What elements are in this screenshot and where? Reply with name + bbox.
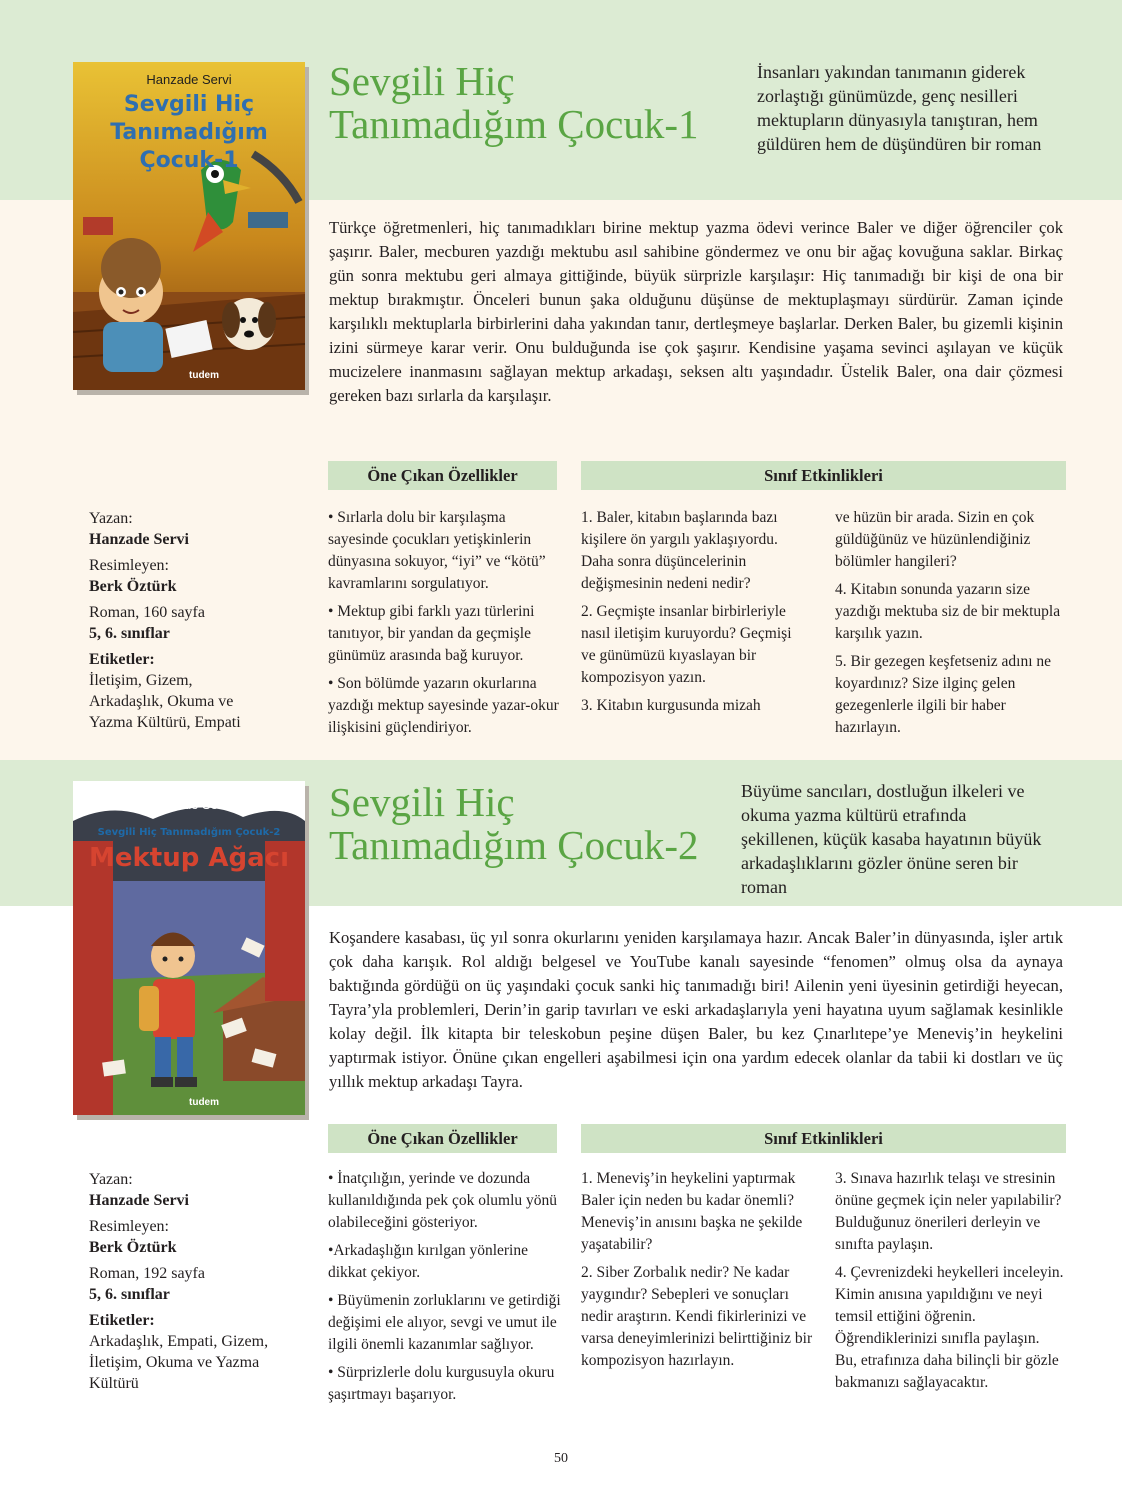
activity-item: 5. Bir gezegen keşfetseniz adını ne koyardınız? Size ilginç gelen gezegenlerle ilgili bir haber hazırlayın. [835, 653, 1052, 736]
activity-item: 3. Kitabın kurgusunda mizah [581, 697, 761, 714]
illustrator-label: Resimleyen: [89, 1218, 169, 1235]
book1-cover-author: Hanzade Servi [146, 72, 232, 87]
book1-title [329, 60, 729, 146]
feature-item: • Sürprizlerle dolu kurgusuyla okuru şaşırtmayı başarıyor. [328, 1364, 555, 1403]
book1-activities-col1 [581, 507, 809, 723]
book1-activities-col2 [835, 507, 1065, 745]
author-name: Hanzade Servi [89, 531, 189, 548]
tags-list: Arkadaşlık, Empati, Gizem, İletişim, Okuma ve Yazma Kültürü [89, 1333, 269, 1392]
book2-cover-title: Mektup Ağacı [88, 843, 289, 873]
tags-label: Etiketler: [89, 651, 155, 668]
book1-cover-title-2: Tanımadığım [110, 120, 268, 145]
grade-level: 5, 6. sınıflar [89, 1286, 170, 1303]
book2-title-line1: Sevgili Hiç [329, 779, 515, 825]
feature-item: • Son bölümde yazarın okurlarına yazdığı mektup sayesinde yazar-okur ilişkisini güçlendiriyor. [328, 675, 559, 736]
book1-summary: Türkçe öğretmenleri, hiç tanımadıkları birine mektup yazma ödevi verince Baler ve diğer öğrenciler çok şaşırır. Baler, mecburen yazdığı mektubu asıl sahibine göndermez ve onu bir ağaç kovuğuna saklar. Birkaç gün sonra mektubu geri almaya gittiğinde, büyük sürprizle karşılaşır: Hiç tanımadığı bir kişi de ona bir mektup bırakmıştır. Önceleri bunun şaka olduğunu düşünse de mektuplaşmayı sürdürür. Zaman içinde karşılıklı mektuplarla birbirlerini daha yakından tanır, dertleşmeye başlarlar. Derken Baler, bu gizemli kişinin izini sürmeye karar verir. Onu bulduğunda ise çok şaşırır. Kendisine yaşama sevinci aşılayan ve küçük mucizelere inanmasını sağlayan mektup arkadaşı, seksen altı yaşındadır. Üstelik Baler, ona dair çözmesi gereken bazı sırlarla da karşılaşır. [329, 218, 1063, 405]
feature-item: • İnatçılığın, yerinde ve dozunda kullanıldığında pek çok olumlu yönü olabileceğini gösteriyor. [328, 1170, 558, 1231]
book1-cover-title-3: Çocuk-1 [139, 148, 239, 173]
book2-cover-author: Hanzade Servi [146, 797, 232, 812]
book2-cover-subtitle: Sevgili Hiç Tanımadığım Çocuk-2 [97, 827, 281, 838]
book1-cover [73, 62, 305, 390]
activity-item: 2. Siber Zorbalık nedir? Ne kadar yaygındır? Sebepleri ve sonuçları nedir araştırın. Kendi fikirlerinizi ve varsa deneyimlerinizi belirttiğiniz bir kompozisyon hazırlayın. [581, 1264, 813, 1369]
book1-tagline: İnsanları yakından tanımanın giderek zorlaştığı günümüzde, genç nesilleri mektupların dünyasıyla tanıştıran, hem güldüren hem de düşündüren bir roman [757, 62, 1042, 154]
feature-item: • Büyümenin zorluklarını ve getirdiği değişimi ele alıyor, sevgi ve umut ile ilgili önemli kazanımlar sağlıyor. [328, 1292, 561, 1353]
book2-title-line2: Tanımadığım Çocuk-2 [329, 822, 699, 868]
book1-features-header: Öne Çıkan Özellikler [328, 461, 557, 490]
book2-meta [89, 1169, 289, 1394]
book2-features-header: Öne Çıkan Özellikler [328, 1124, 557, 1153]
feature-item: • Mektup gibi farklı yazı türlerini tanıtıyor, bir yandan da geçmişle günümüz arasında bağ kuruyor. [328, 603, 535, 664]
activity-item: ve hüzün bir arada. Sizin en çok güldüğünüz ve hüzünlendiğiniz bölümler hangileri? [835, 509, 1035, 570]
book1-meta [89, 508, 289, 733]
book1-activities-header: Sınıf Etkinlikleri [581, 461, 1066, 490]
book-format: Roman, 192 sayfa [89, 1265, 205, 1282]
illustrator-name: Berk Öztürk [89, 578, 177, 595]
book-format: Roman, 160 sayfa [89, 604, 205, 621]
page-number: 50 [554, 1451, 568, 1466]
book1-title-line1: Sevgili Hiç [329, 58, 515, 104]
book2-activities-header: Sınıf Etkinlikleri [581, 1124, 1066, 1153]
book2-title [329, 781, 729, 867]
book1-cover-publisher: tudem [189, 370, 219, 381]
book2-tagline: Büyüme sancıları, dostluğun ilkeleri ve okuma yazma kültürü etrafında şekillenen, küçük kasaba hayatının büyük arkadaşlıklarını gözler önüne seren bir roman [741, 781, 1042, 897]
book2-features-list [328, 1168, 566, 1412]
activity-item: 4. Kitabın sonunda yazarın size yazdığı mektuba siz de bir mektupla karşılık yazın. [835, 581, 1061, 642]
grade-level: 5, 6. sınıflar [89, 625, 170, 642]
activity-item: 1. Meneviş’in heykelini yaptırmak Baler için neden bu kadar önemli? Meneviş’in anısını başka ne şekilde yaşatabilir? [581, 1170, 803, 1253]
book1-title-line2: Tanımadığım Çocuk-1 [329, 101, 699, 147]
illustrator-label: Resimleyen: [89, 557, 169, 574]
activity-item: 4. Çevrenizdeki heykelleri inceleyin. Kimin anısına yapıldığını ve neyi temsil ettiğini öğrenin. Öğrendiklerinizi sınıfla paylaşın. Bu, etrafınıza daha bilinçli bir gözle bakmanızı sağlayacaktır. [835, 1264, 1064, 1391]
book2-summary: Koşandere kasabası, üç yıl sonra okurlarını yeniden karşılamaya hazır. Ancak Baler’in dünyasında, işler artık çok daha karışık. Rol aldığı belgesel ve YouTube kanalı sayesinde “fenomen” olmuş olsa da aynaya baktığında gördüğü on üç yaşındaki çocuk sanki hiç tanımadığı biri! Ailenin yeni üyesinin getirdiği heyecan, Tayra’yla problemleri, Derin’in garip tavırları ve eski arkadaşlarıyla yeni hayatına uyum sağlamak kesinlikle kolay değil. İlk kitapta bir teleskobun peşine düşen Baler, bu kez Çınarlıtepe’ye Meneviş’in heykelini yaptırmak istiyor. Önüne çıkan engelleri aşabilmesi için ona yardım edecek olanlar da tabii ki dostları ve üç yıllık mektup arkadaşı Tayra. [329, 928, 1063, 1091]
book2-cover-publisher: tudem [189, 1097, 219, 1108]
book2-activities-col1 [581, 1168, 813, 1378]
tags-list: İletişim, Gizem, Arkadaşlık, Okuma ve Yazma Kültürü, Empati [89, 672, 241, 731]
illustrator-name: Berk Öztürk [89, 1239, 177, 1256]
author-label: Yazan: [89, 510, 133, 527]
activity-item: 1. Baler, kitabın başlarında bazı kişilere ön yargılı yaklaşıyordu. Daha sonra düşüncelerinin değişmesinin nedeni nedir? [581, 509, 778, 592]
activity-item: 2. Geçmişte insanlar birbirleriyle nasıl iletişim kuruyordu? Geçmişi ve günümüzü kıyaslayan bir kompozisyon yazın. [581, 603, 792, 686]
book1-cover-title-1: Sevgili Hiç [123, 92, 255, 117]
author-name: Hanzade Servi [89, 1192, 189, 1209]
activity-item: 3. Sınava hazırlık telaşı ve stresinin önüne geçmek için neler yapılabilir? Bulduğunuz önerileri derleyin ve sınıfta paylaşın. [835, 1170, 1062, 1253]
author-label: Yazan: [89, 1171, 133, 1188]
book2-cover [73, 781, 305, 1115]
feature-item: • Sırlarla dolu bir karşılaşma sayesinde çocukları yetişkinlerin dünyasına sokuyor, “iyi” ve “kötü” kavramlarını sorgulatıyor. [328, 509, 546, 592]
feature-item: •Arkadaşlığın kırılgan yönlerine dikkat çekiyor. [328, 1242, 528, 1281]
tags-label: Etiketler: [89, 1312, 155, 1329]
book1-features-list [328, 507, 564, 745]
book2-activities-col2 [835, 1168, 1065, 1400]
